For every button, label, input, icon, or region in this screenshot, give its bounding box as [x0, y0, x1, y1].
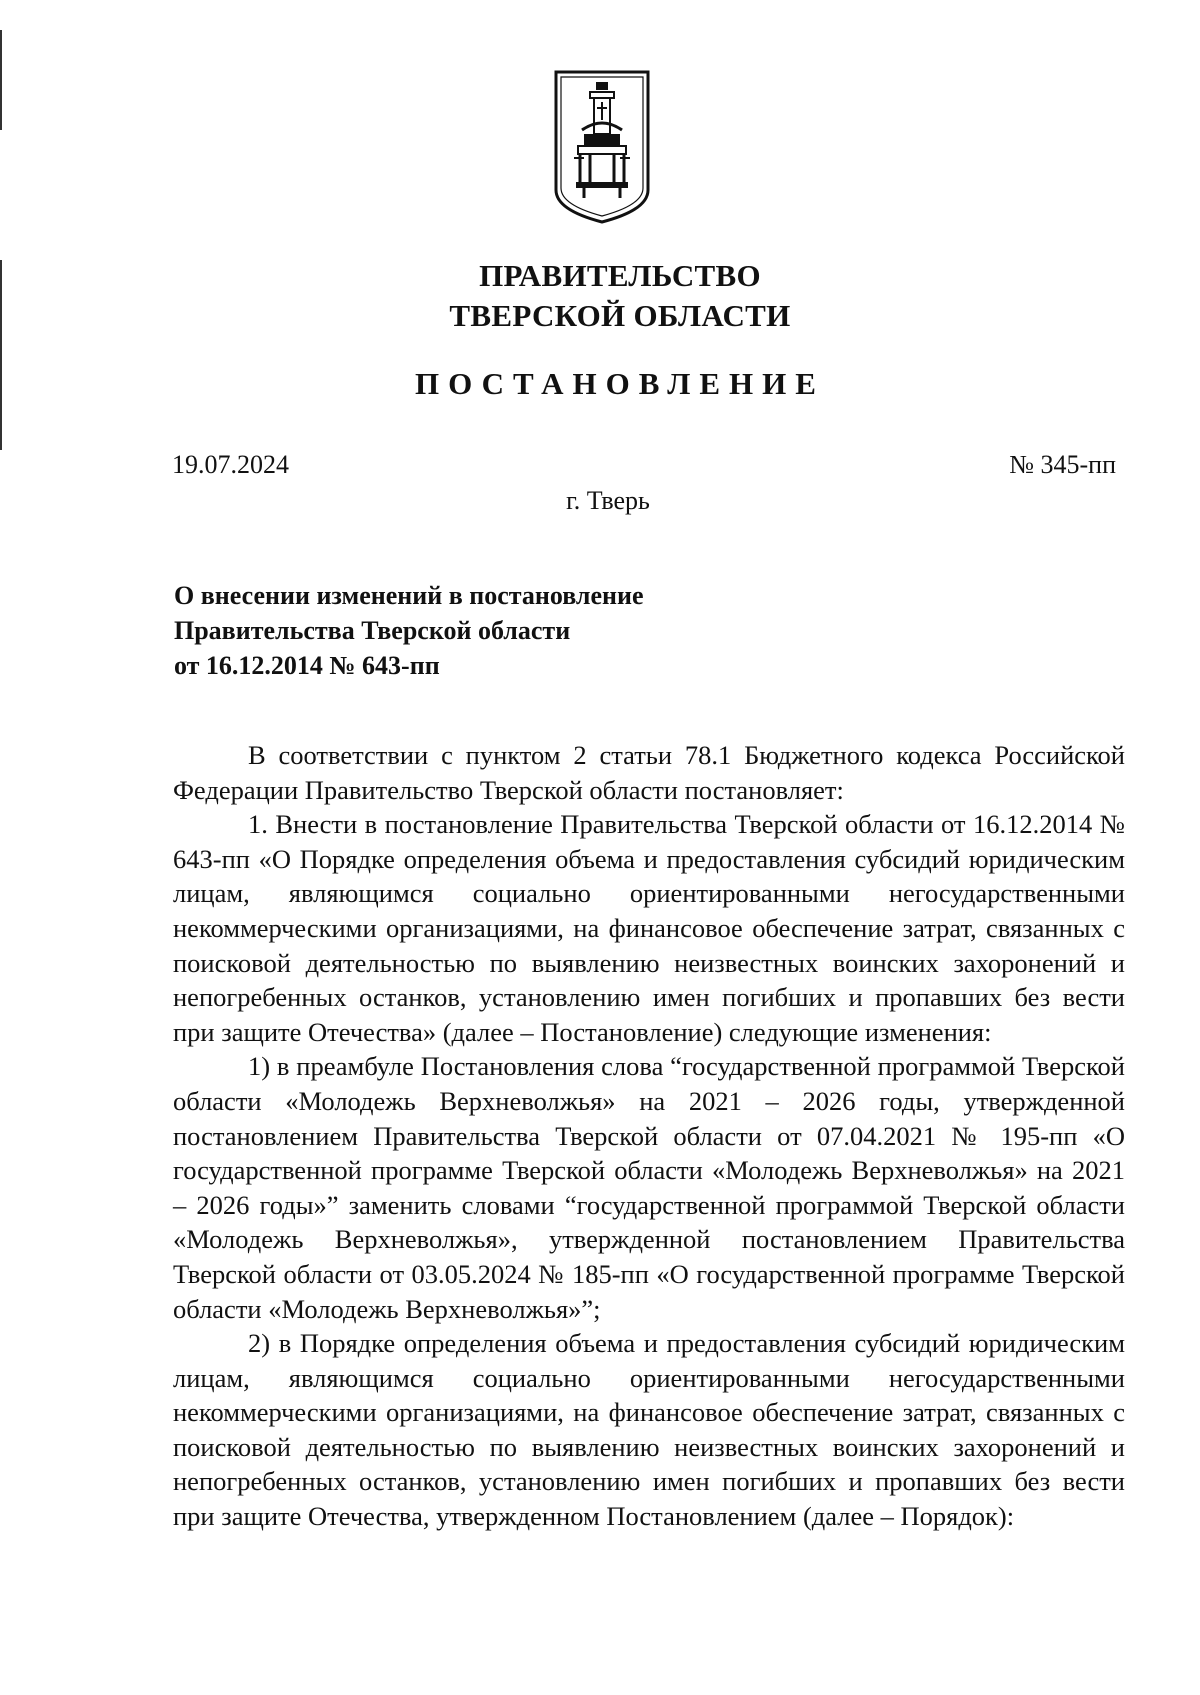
body-paragraph-subitem-2: 2) в Порядке определения объема и предоставления субсидий юридическим лицам, являющимся социально ориентированными негосударственными некоммерческими организациями, на финансовое обеспечение затрат, связанных с поисковой деятельностью по выявлению неизвестных воинских захоронений и непогребенных останков, установлению имен погибших и пропавших без вести при защите Отечества, утвержденном Постановлением (далее – Порядок): — [173, 1328, 1125, 1532]
document-city: г. Тверь — [566, 486, 650, 515]
government-title — [0, 256, 1200, 336]
subject-line1: О внесении изменений в постановление — [174, 581, 644, 610]
government-title-line2: ТВЕРСКОЙ ОБЛАСТИ — [449, 298, 791, 333]
document-subject — [174, 578, 644, 683]
body-paragraph-subitem-1: 1) в преамбуле Постановления слова “государственной программой Тверской области «Молодежь Верхневолжья» на 2021 – 2026 годы, утвержденной постановлением Правительства Тверской области от 07.04.2021 № 195-пп «О государственной программе Тверской области «Молодежь Верхневолжья» на 2021 – 2026 годы»” заменить словами “государственной программой Тверской области «Молодежь Верхневолжья», утвержденной постановлением Правительства Тверской области от 03.05.2024 № 185-пп «О государственной программе Тверской области «Молодежь Верхневолжья»”; — [173, 1051, 1125, 1324]
document-date: 19.07.2024 — [172, 450, 289, 479]
subject-line2: Правительства Тверской области — [174, 616, 571, 645]
document-body — [173, 738, 1125, 1534]
tver-region-coat-of-arms-icon — [554, 70, 650, 226]
subject-line3: от 16.12.2014 № 643-пп — [174, 651, 440, 680]
body-paragraph-preamble: В соответствии с пунктом 2 статьи 78.1 Бюджетного кодекса Российской Федерации Правительство Тверской области постановляет: — [173, 740, 1125, 805]
document-type: ПОСТАНОВЛЕНИЕ — [415, 366, 825, 401]
document-number: № 345-пп — [1009, 450, 1116, 479]
scan-edge-line-top — [0, 30, 2, 130]
government-title-line1: ПРАВИТЕЛЬСТВО — [479, 258, 761, 293]
body-paragraph-item-1: 1. Внести в постановление Правительства Тверской области от 16.12.2014 № 643-пп «О Порядке определения объема и предоставления субсидий юридическим лицам, являющимся социально ориентированными негосударственными некоммерческими организациями, на финансовое обеспечение затрат, связанных с поисковой деятельностью по выявлению неизвестных воинских захоронений и непогребенных останков, установлению имен погибших и пропавших без вести при защите Отечества» (далее – Постановление) следующие изменения: — [173, 809, 1125, 1047]
